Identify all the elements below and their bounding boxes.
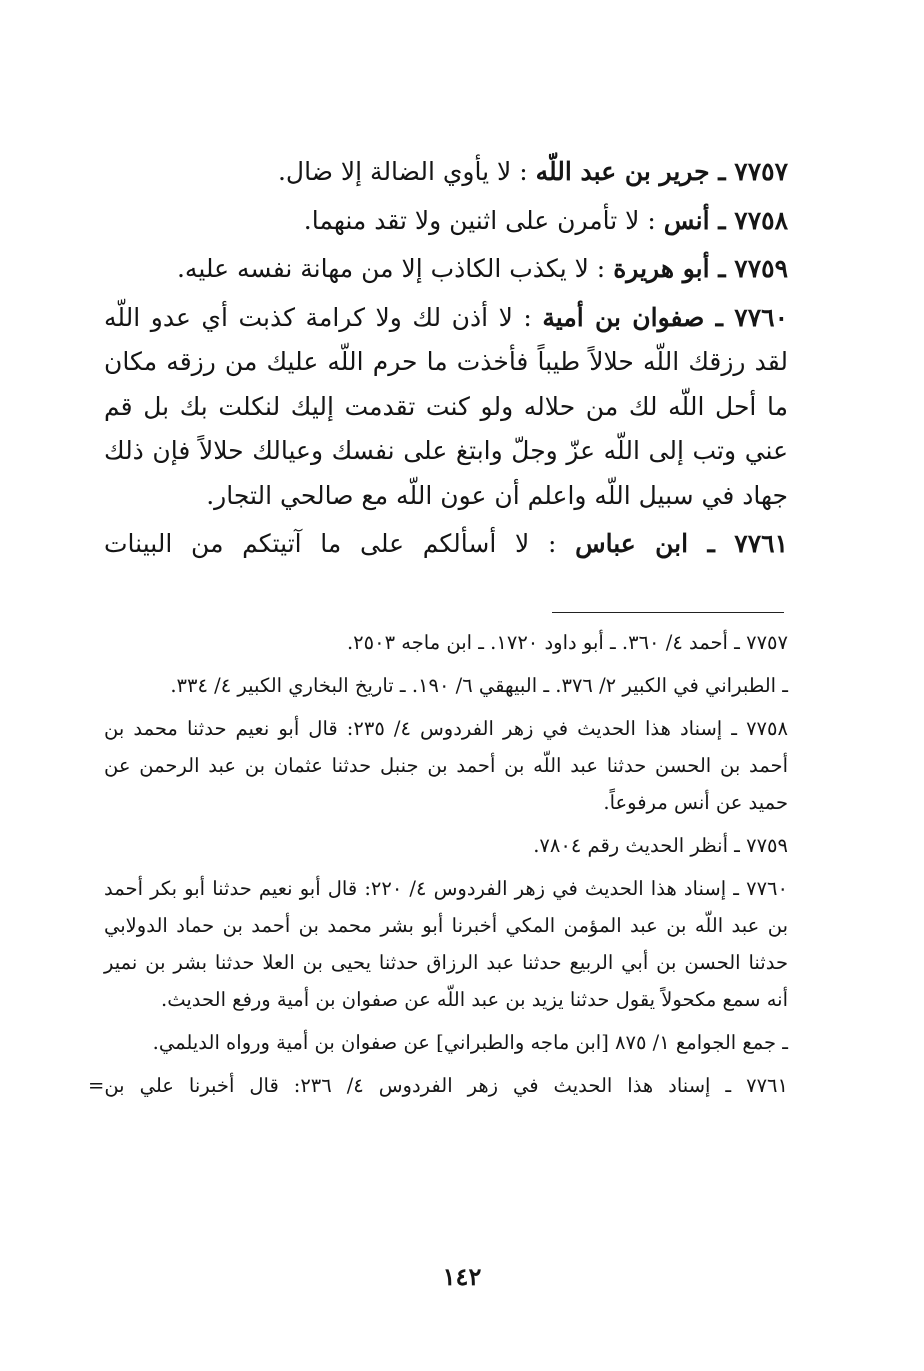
separator: ـ	[709, 157, 735, 186]
hadith-number: ٧٧٥٨	[734, 205, 788, 235]
hadith-text: : لا تأمرن على اثنين ولا تقد منهما.	[303, 205, 656, 235]
separator: ـ	[709, 254, 735, 283]
narrator-name: أبو هريرة	[613, 254, 710, 283]
hadith-text: : لا أسألكم على ما آتيتكم من البينات	[104, 529, 557, 558]
footnote-divider	[552, 612, 784, 613]
hadith-entry	[104, 199, 788, 244]
hadith-number: ٧٧٥٩	[734, 254, 788, 283]
footnote: ٧٧٥٨ ـ إسناد هذا الحديث في زهر الفردوس ٤/ ٢٣٥: قال أبو نعيم حدثنا محمد بن أحمد بن الحسن حدثنا عبد اللّه بن أحمد بن جنبل حدثنا عثمان بن عبد الرحمن عن حميد عن أنس مرفوعاً.	[104, 717, 788, 814]
footnote: ٧٧٥٧ ـ أحمد ٤/ ٣٦٠. ـ أبو داود ١٧٢٠. ـ ابن ماجه ٢٥٠٣.	[346, 631, 788, 654]
hadith-entry	[104, 522, 788, 567]
separator: ـ	[688, 529, 735, 558]
hadith-text: : لا أذن لك ولا كرامة كذبت أي عدو اللّه لقد رزقك اللّه حلالاً طيباً فأخذت ما حرم اللّه عليك من رزقه مكان ما أحل اللّه لك من حلاله ولو كنت تقدمت إليك لنكلت بك بل قم عني وتب إلى اللّه عزّ وجلّ وابتغ على نفسك وعيالك حلالاً فإن ذلك جهاد في سبيل اللّه واعلم أن عون اللّه مع صالحي التجار.	[104, 302, 788, 510]
footnote: ـ جمع الجوامع ١/ ٨٧٥ [ابن ماجه والطبراني] عن صفوان بن أمية ورواه الديلمي.	[152, 1031, 788, 1054]
narrator-name: صفوان بن أمية	[542, 302, 705, 332]
footnote: ٧٧٦٠ ـ إسناد هذا الحديث في زهر الفردوس ٤/ ٢٢٠: قال أبو نعيم حدثنا أبو بكر أحمد بن عبد اللّه بن عبد المؤمن المكي أخبرنا أبو بشر محمد بن أحمد بن حماد الدولابي حدثنا الحسن بن أبي الربيع حدثنا عبد الرزاق حدثنا يحيى بن العلا حدثنا بشر بن نمير أنه سمع مكحولاً يقول حدثنا يزيد بن عبد اللّه عن صفوان بن أمية ورفع الحديث.	[104, 877, 788, 1011]
separator: ـ	[704, 302, 735, 332]
hadith-number: ٧٧٦١	[734, 529, 789, 558]
hadith-number: ٧٧٦٠	[734, 302, 788, 332]
hadith-entry	[104, 296, 788, 519]
page-number: ١٤٢	[442, 1262, 482, 1291]
hadith-text: : لا يكذب الكاذب إلا من مهانة نفسه عليه.	[176, 254, 606, 283]
separator: ـ	[709, 205, 735, 235]
footnote: ٧٧٦١ ـ إسناد هذا الحديث في زهر الفردوس ٤/ ٢٣٦: قال أخبرنا علي بن=	[88, 1074, 788, 1097]
footnote: ـ الطبراني في الكبير ٢/ ٣٧٦. ـ البيهقي ٦/ ١٩٠. ـ تاريخ البخاري الكبير ٤/ ٣٣٤.	[170, 674, 788, 697]
narrator-name: جرير بن عبد اللّه	[535, 157, 710, 186]
hadith-text: : لا يأوي الضالة إلا ضال.	[277, 157, 528, 186]
footnote: ٧٧٥٩ ـ أنظر الحديث رقم ٧٨٠٤.	[533, 834, 788, 857]
narrator-name: ابن عباس	[575, 529, 689, 558]
footnotes	[88, 624, 788, 1110]
narrator-name: أنس	[663, 205, 710, 235]
main-text	[104, 150, 788, 571]
hadith-number: ٧٧٥٧	[734, 157, 788, 186]
hadith-entry	[104, 247, 788, 292]
hadith-entry	[104, 150, 788, 195]
